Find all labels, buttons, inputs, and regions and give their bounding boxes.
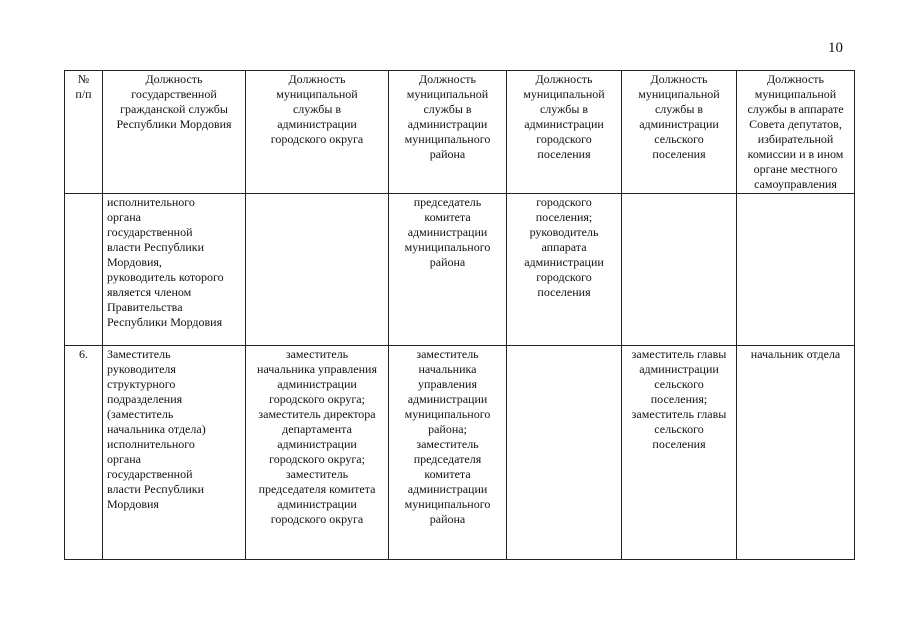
table-cell: заместитель главы администрации сельского поселения; заместитель главы сельского поселения xyxy=(622,346,737,560)
table-cell xyxy=(507,346,622,560)
table-cell: начальник отдела xyxy=(737,346,855,560)
header-number: № п/п xyxy=(65,71,103,194)
row-number: 6. xyxy=(65,346,103,560)
header-rural-settlement: Должность муниципальной службы в администрации сельского поселения xyxy=(622,71,737,194)
table-row xyxy=(65,346,855,560)
table-cell: заместитель начальника управления администрации муниципального района; заместитель председателя комитета администрации муниципального района xyxy=(389,346,507,560)
table-header-row xyxy=(65,71,855,194)
table-cell xyxy=(622,194,737,346)
header-council-apparatus: Должность муниципальной службы в аппарате Совета депутатов, избирательной комиссии и в ином органе местного самоуправления xyxy=(737,71,855,194)
table-cell: председатель комитета администрации муниципального района xyxy=(389,194,507,346)
positions-table xyxy=(64,70,855,560)
table-cell xyxy=(246,194,389,346)
page-number: 10 xyxy=(828,40,843,56)
table-cell: городского поселения; руководитель аппарата администрации городского поселения xyxy=(507,194,622,346)
row-number xyxy=(65,194,103,346)
table-cell xyxy=(737,194,855,346)
table-row xyxy=(65,194,855,346)
header-urban-settlement: Должность муниципальной службы в администрации городского поселения xyxy=(507,71,622,194)
table-cell: Заместитель руководителя структурного подразделения (заместитель начальника отдела) исполнительного органа государственной власти Республики Мордовия xyxy=(103,346,246,560)
header-city-district: Должность муниципальной службы в администрации городского округа xyxy=(246,71,389,194)
table-cell: заместитель начальника управления администрации городского округа; заместитель директора департамента администрации городского округа; заместитель председателя комитета администрации городского округа xyxy=(246,346,389,560)
header-state-civil-service: Должность государственной гражданской службы Республики Мордовия xyxy=(103,71,246,194)
table-cell: исполнительного органа государственной власти Республики Мордовия, руководитель которого является членом Правительства Республики Мордовия xyxy=(103,194,246,346)
header-municipal-district: Должность муниципальной службы в администрации муниципального района xyxy=(389,71,507,194)
